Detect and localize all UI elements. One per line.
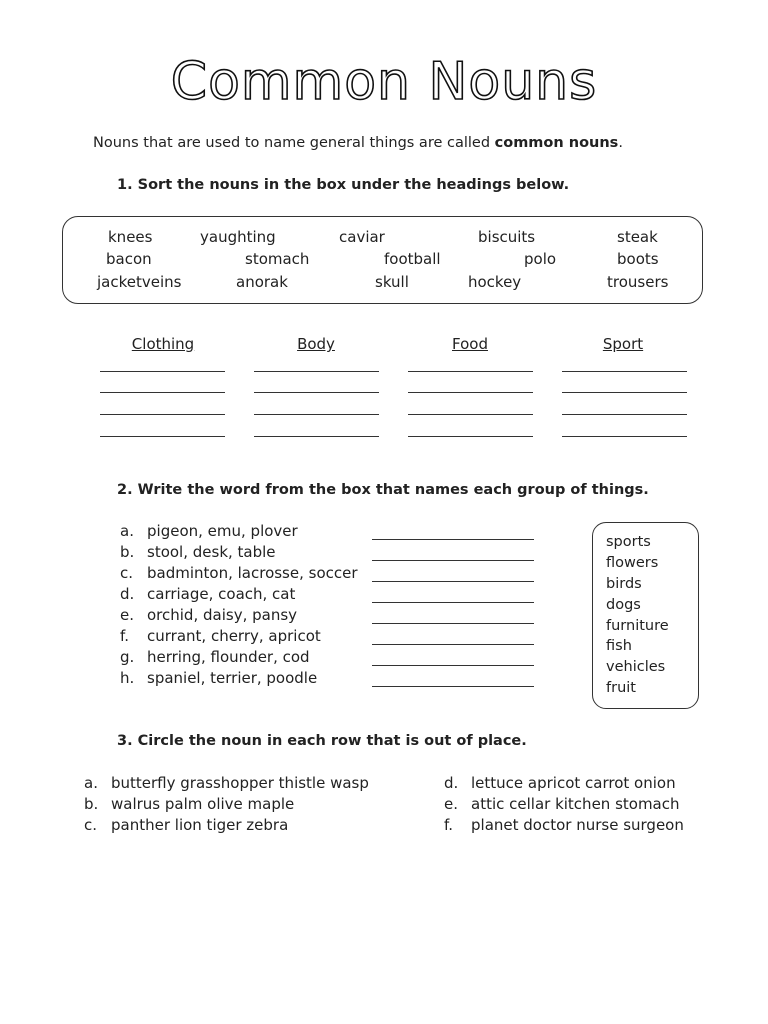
intro-bold-term: common nouns	[494, 135, 619, 151]
q2-answer-blank[interactable]	[372, 686, 534, 687]
noun-word: bacon	[106, 250, 152, 268]
group-word: furniture	[606, 618, 669, 634]
q2-item	[120, 543, 276, 561]
item-letter: f.	[120, 627, 129, 645]
q3-item	[444, 774, 676, 792]
noun-word: hockey	[468, 273, 522, 291]
answer-blank[interactable]	[408, 392, 533, 393]
q2-item	[120, 585, 295, 603]
item-letter: b.	[84, 795, 99, 813]
q2-answer-blank[interactable]	[372, 665, 534, 666]
item-letter: f.	[444, 816, 453, 834]
noun-word: skull	[375, 273, 409, 291]
column-heading-clothing: Clothing	[131, 335, 195, 353]
q3-heading: 3. Circle the noun in each row that is out of place.	[117, 733, 527, 749]
noun-word: boots	[617, 250, 659, 268]
item-text: carriage, coach, cat	[147, 585, 296, 603]
item-text: panther lion tiger zebra	[111, 816, 289, 834]
group-word: birds	[606, 576, 642, 592]
item-letter: a.	[84, 774, 98, 792]
intro-text	[93, 135, 623, 151]
item-text: walrus palm olive maple	[111, 795, 295, 813]
noun-word: yaughting	[200, 228, 276, 246]
q2-item	[120, 606, 297, 624]
answer-blank[interactable]	[254, 371, 379, 372]
q3-item	[84, 795, 294, 813]
answer-blank[interactable]	[100, 392, 225, 393]
q2-answer-blank[interactable]	[372, 623, 534, 624]
answer-blank[interactable]	[562, 371, 687, 372]
q2-answer-blank[interactable]	[372, 560, 534, 561]
noun-word: knees	[108, 228, 153, 246]
answer-blank[interactable]	[562, 436, 687, 437]
q2-answer-blank[interactable]	[372, 539, 534, 540]
item-letter: e.	[120, 606, 134, 624]
q3-item	[84, 774, 369, 792]
item-letter: h.	[120, 669, 135, 687]
noun-word: steak	[617, 228, 658, 246]
q2-answer-blank[interactable]	[372, 602, 534, 603]
column-heading-food: Food	[452, 335, 488, 353]
q2-answer-blank[interactable]	[372, 581, 534, 582]
noun-word: jacketveins	[97, 273, 182, 291]
item-letter: c.	[84, 816, 98, 834]
noun-word: caviar	[339, 228, 385, 246]
noun-word: anorak	[236, 273, 288, 291]
item-text: herring, flounder, cod	[147, 648, 310, 666]
q2-item	[120, 627, 321, 645]
item-text: lettuce apricot carrot onion	[471, 774, 676, 792]
intro-text-start: Nouns that are used to name general things are called	[93, 135, 495, 151]
answer-blank[interactable]	[254, 392, 379, 393]
answer-blank[interactable]	[100, 436, 225, 437]
item-text: stool, desk, table	[147, 543, 276, 561]
q2-item	[120, 564, 358, 582]
noun-word: polo	[524, 250, 557, 268]
item-text: pigeon, emu, plover	[147, 522, 298, 540]
group-word: sports	[606, 534, 651, 550]
answer-blank[interactable]	[562, 414, 687, 415]
q2-heading: 2. Write the word from the box that names each group of things.	[117, 482, 649, 498]
column-heading-body: Body	[297, 335, 335, 353]
group-word: vehicles	[606, 659, 666, 675]
item-text: badminton, lacrosse, soccer	[147, 564, 358, 582]
q2-item	[120, 648, 310, 666]
column-heading-sport: Sport	[602, 335, 644, 353]
q3-item	[84, 816, 288, 834]
answer-blank[interactable]	[408, 414, 533, 415]
answer-blank[interactable]	[100, 371, 225, 372]
item-letter: a.	[120, 522, 134, 540]
item-letter: e.	[444, 795, 458, 813]
q1-heading: 1. Sort the nouns in the box under the headings below.	[117, 177, 570, 193]
answer-blank[interactable]	[408, 436, 533, 437]
item-text: attic cellar kitchen stomach	[471, 795, 680, 813]
group-word: dogs	[606, 597, 641, 613]
q2-item	[120, 522, 298, 540]
noun-word: stomach	[245, 250, 310, 268]
item-text: butterfly grasshopper thistle wasp	[111, 774, 369, 792]
answer-blank[interactable]	[562, 392, 687, 393]
page-title: Common Nouns	[170, 52, 598, 112]
answer-blank[interactable]	[254, 436, 379, 437]
q3-item	[444, 816, 684, 834]
item-letter: b.	[120, 543, 135, 561]
noun-word: biscuits	[478, 228, 536, 246]
item-text: planet doctor nurse surgeon	[471, 816, 684, 834]
item-letter: c.	[120, 564, 134, 582]
group-word: fruit	[606, 680, 636, 696]
answer-blank[interactable]	[100, 414, 225, 415]
item-text: orchid, daisy, pansy	[147, 606, 298, 624]
item-text: spaniel, terrier, poodle	[147, 669, 318, 687]
item-letter: d.	[120, 585, 135, 603]
q2-item	[120, 669, 317, 687]
group-word: fish	[606, 638, 632, 654]
noun-word: football	[384, 250, 441, 268]
item-text: currant, cherry, apricot	[147, 627, 321, 645]
q3-item	[444, 795, 680, 813]
group-word: flowers	[606, 555, 659, 571]
intro-text-end: .	[618, 135, 623, 151]
q2-answer-blank[interactable]	[372, 644, 534, 645]
noun-word: trousers	[607, 273, 669, 291]
item-letter: g.	[120, 648, 135, 666]
answer-blank[interactable]	[408, 371, 533, 372]
answer-blank[interactable]	[254, 414, 379, 415]
item-letter: d.	[444, 774, 459, 792]
